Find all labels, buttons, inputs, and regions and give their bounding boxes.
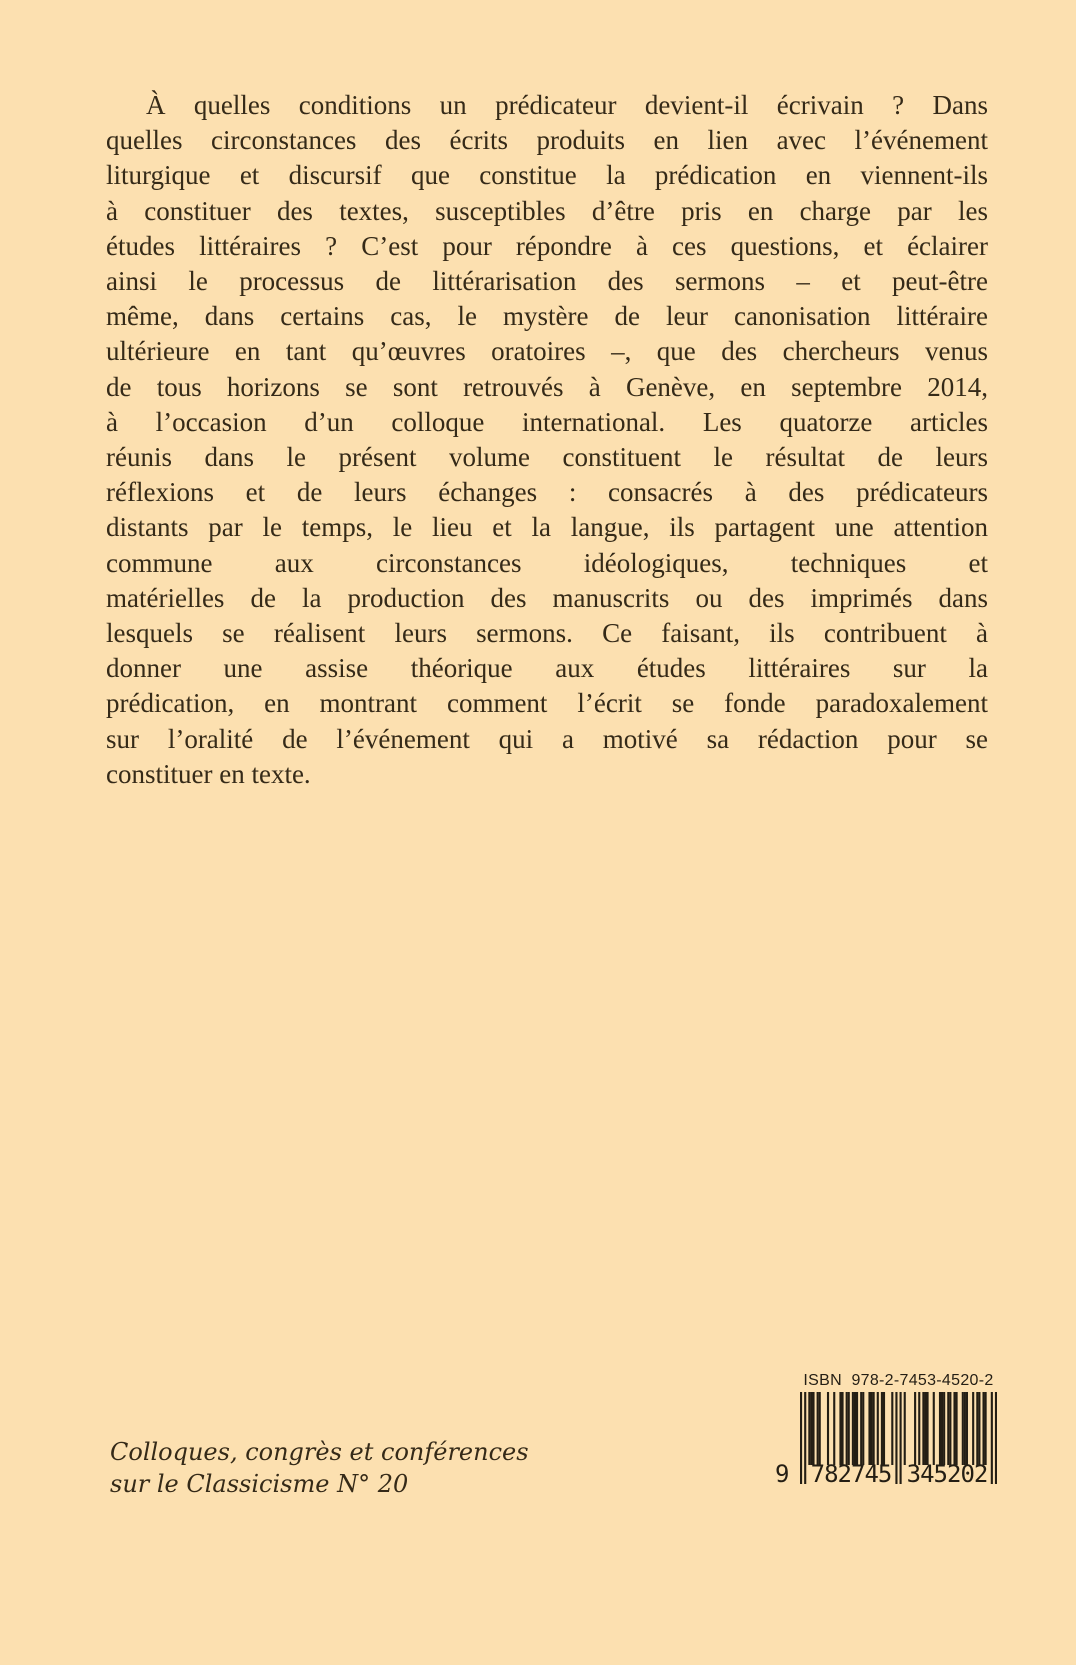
blurb-line: matérielles de la production des manuscrits ou des imprimés dans: [106, 582, 988, 613]
ean13-digits: [775, 1462, 997, 1486]
blurb-line: réunis dans le présent volume constituent le résultat de leurs: [106, 442, 988, 473]
blurb-line: quelles circonstances des écrits produits en lien avec l’événement: [106, 125, 988, 156]
blurb-line: à l’occasion d’un colloque international. Les quatorze articles: [106, 406, 988, 437]
blurb-line: donner une assise théorique aux études littéraires sur la: [106, 653, 988, 684]
blurb-line: études littéraires ? C’est pour répondre à ces questions, et éclairer: [106, 230, 988, 261]
blurb-line: commune aux circonstances idéologiques, techniques et: [106, 547, 988, 578]
ean-digits-left: 782745: [810, 1460, 892, 1488]
blurb-line: à constituer des textes, susceptibles d’être pris en charge par les: [106, 195, 988, 226]
blurb-line: liturgique et discursif que constitue la prédication en viennent-ils: [106, 160, 988, 191]
blurb-line: ultérieure en tant qu’œuvres oratoires –, que des chercheurs venus: [106, 336, 988, 367]
blurb-line: réflexions et de leurs échanges : consacrés à des prédicateurs: [106, 477, 988, 508]
blurb: [106, 88, 988, 792]
blurb-line: distants par le temps, le lieu et la langue, ils partagent une attention: [106, 512, 988, 543]
blurb-line: À quelles conditions un prédicateur devient-il écrivain ? Dans: [146, 90, 988, 120]
ean-digits-right: 345202: [906, 1460, 988, 1488]
blurb-line: sur l’oralité de l’événement qui a motivé sa rédaction pour se: [106, 723, 988, 754]
blurb-line: prédication, en montrant comment l’écrit se fonde paradoxalement: [106, 688, 988, 719]
isbn-block: [775, 1372, 997, 1488]
ean-digit-first: 9: [775, 1460, 790, 1488]
blurb-line: même, dans certains cas, le mystère de leur canonisation littéraire: [106, 301, 988, 332]
blurb-line: lesquels se réalisent leurs sermons. Ce faisant, ils contribuent à: [106, 618, 988, 649]
series-label: [110, 1436, 529, 1500]
isbn-label: ISBN 978-2-7453-4520-2: [803, 1372, 994, 1389]
blurb-line: constituer en texte.: [106, 758, 311, 789]
series-label-line2: sur le Classicisme N° 20: [110, 1470, 409, 1498]
blurb-line: ainsi le processus de littérarisation des sermons – et peut-être: [106, 266, 988, 297]
blurb-line: de tous horizons se sont retrouvés à Genève, en septembre 2014,: [106, 371, 988, 402]
series-label-line1: Colloques, congrès et conférences: [110, 1438, 529, 1466]
ean13-barcode: [775, 1392, 997, 1488]
